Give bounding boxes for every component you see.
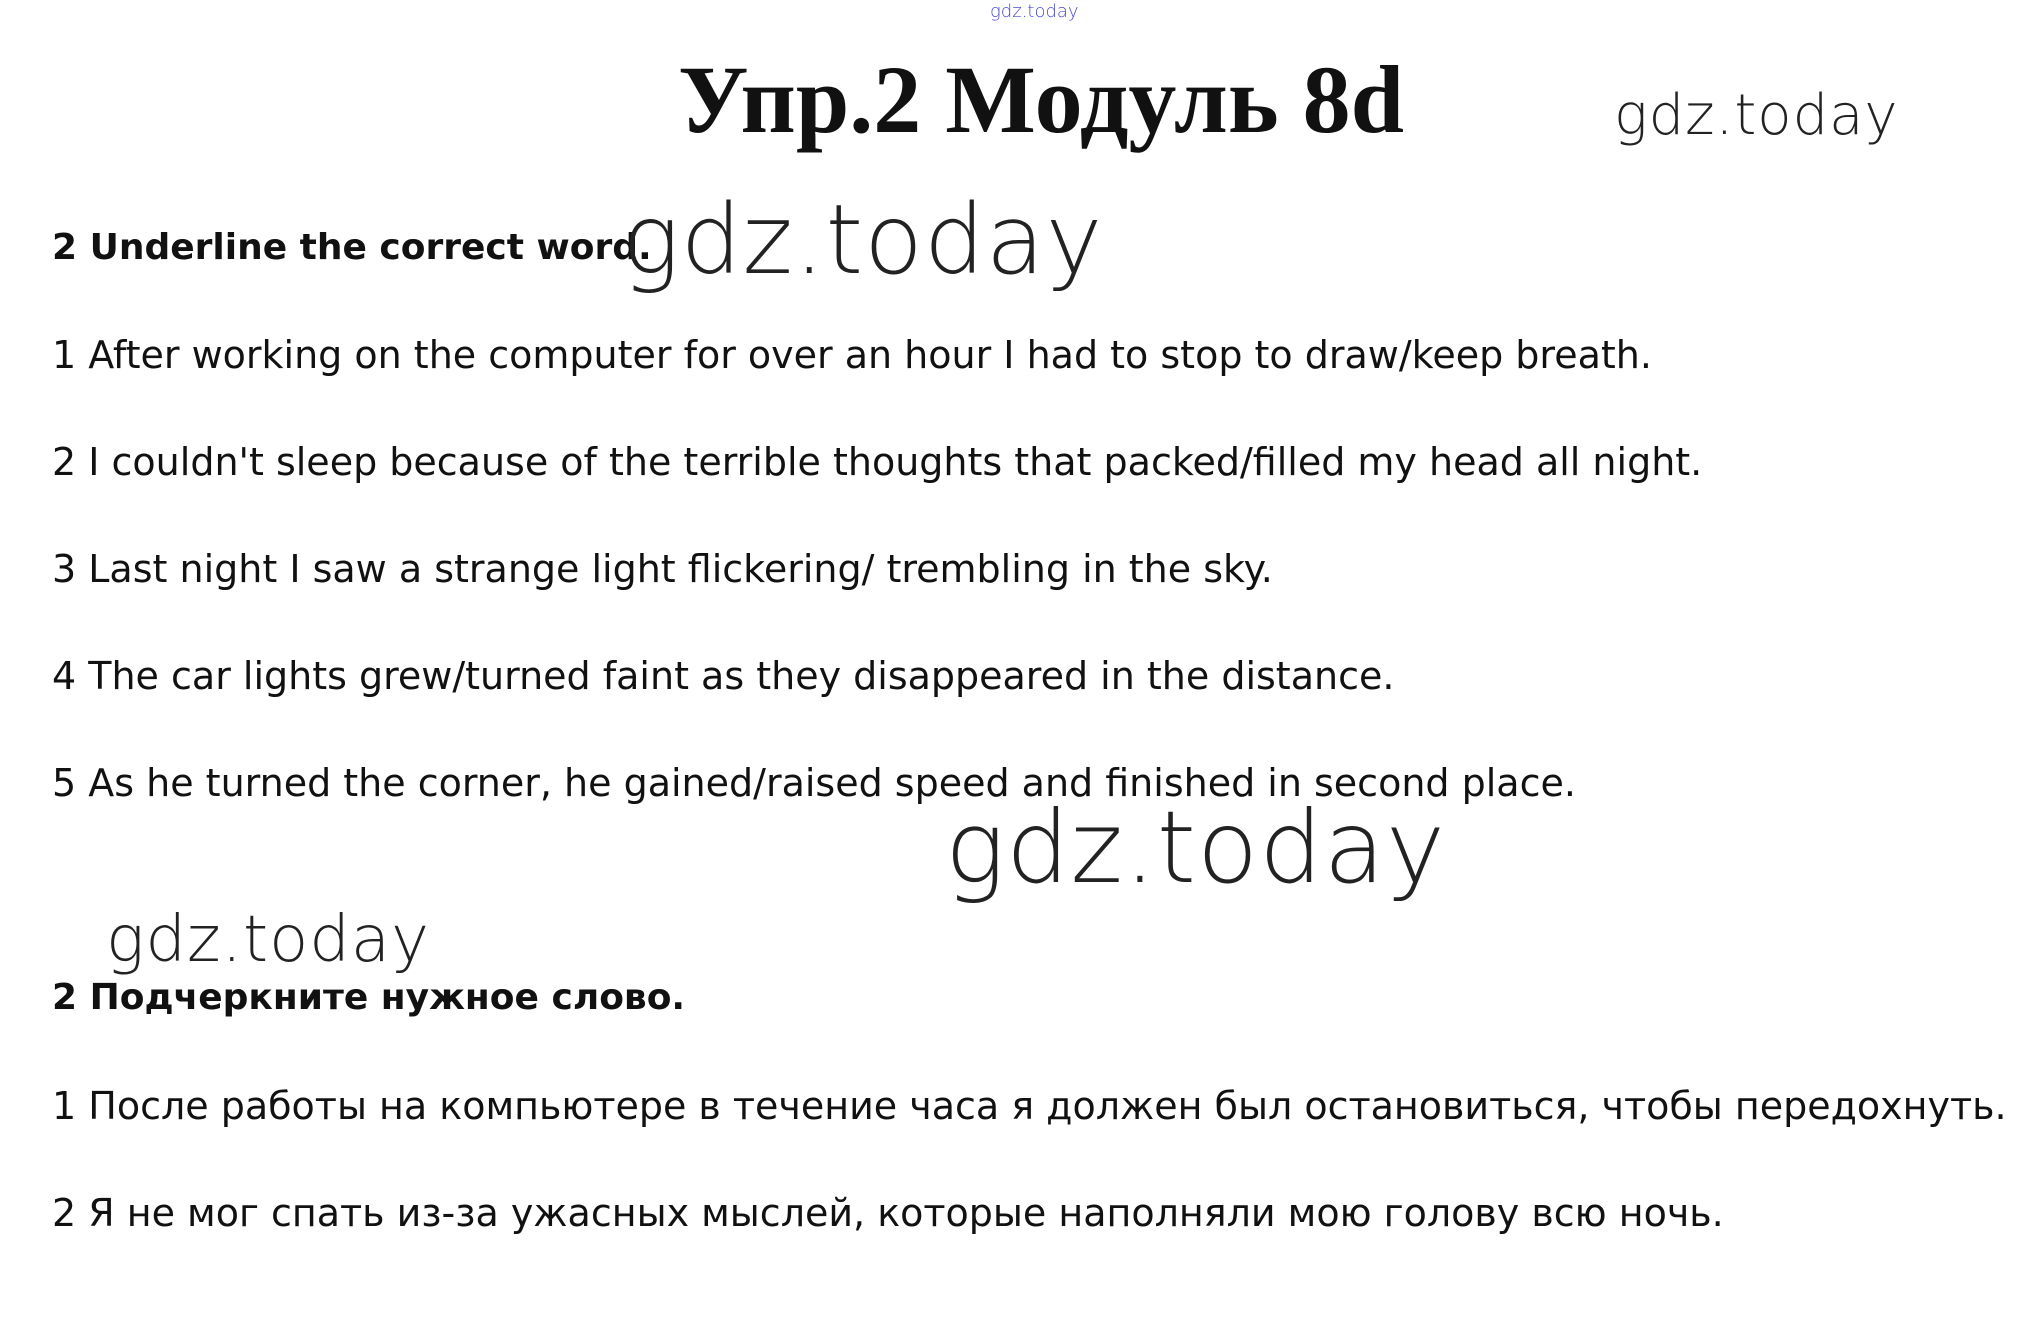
russian-item-1: 1 После работы на компьютере в течение часа я должен был остановиться, чтобы передохнуть. xyxy=(52,1084,2007,1128)
english-item-1: 1 After working on the computer for over an hour I had to stop to draw/keep breath. xyxy=(52,333,1652,377)
english-heading: 2 Underline the correct word. xyxy=(52,227,652,268)
english-item-2: 2 I couldn't sleep because of the terrible thoughts that packed/filled my head all night. xyxy=(52,440,1703,484)
russian-item-2: 2 Я не мог спать из-за ужасных мыслей, которые наполняли мою голову всю ночь. xyxy=(52,1191,1724,1235)
russian-heading: 2 Подчеркните нужное слово. xyxy=(52,977,686,1018)
watermark-right: gdz.today xyxy=(1614,83,1899,148)
page-title: Упр.2 Модуль 8d xyxy=(677,46,1405,153)
watermark-mid: gdz.today xyxy=(945,789,1447,906)
watermark-left: gdz.today xyxy=(106,903,430,977)
english-item-5: 5 As he turned the corner, he gained/raised speed and finished in second place. xyxy=(52,761,1576,805)
watermark-inline: gdz.today xyxy=(622,184,1104,296)
english-item-4: 4 The car lights grew/turned faint as they disappeared in the distance. xyxy=(52,654,1395,698)
english-item-3: 3 Last night I saw a strange light flickering/ trembling in the sky. xyxy=(52,547,1273,591)
watermark-top: gdz.today xyxy=(990,1,1079,22)
